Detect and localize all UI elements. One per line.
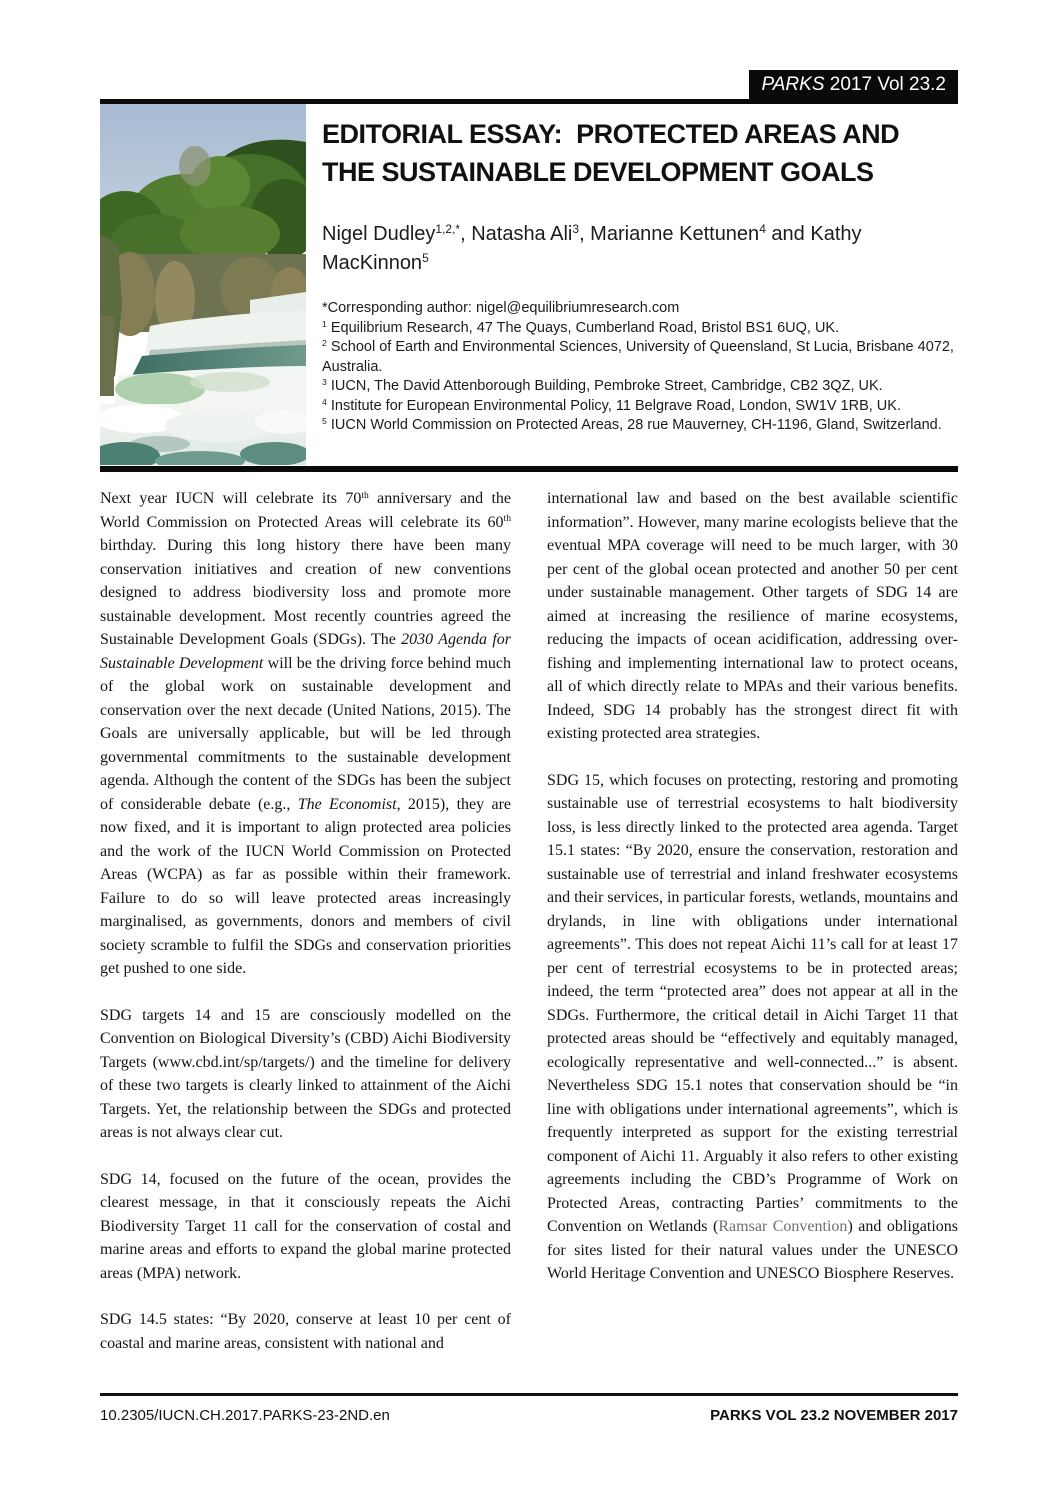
paragraph: SDG 14.5 states: “By 2020, conserve at least 10 per cent of coastal and marine areas, consistent with national and — [100, 1311, 511, 1352]
affiliation-4: $^4$ Institute for European Environmental Policy, 11 Belgrave Road, London, SW1V 1RB, UK. — [322, 396, 901, 414]
footer-rule — [100, 1393, 958, 1396]
article-title: EDITORIAL ESSAY: PROTECTED AREAS AND THE SUSTAINABLE DEVELOPMENT GOALS — [322, 119, 907, 187]
affiliations-block — [322, 299, 958, 436]
ramsar-convention-link[interactable]: Ramsar Convention — [718, 1218, 848, 1235]
affiliation-5: $^5$ IUCN World Commission on Protected Areas, 28 rue Mauverney, CH-1196, Gland, Switzerland. — [322, 416, 942, 433]
corresponding-author-line: *Corresponding author: nigel@equilibriumresearch.com — [322, 300, 680, 316]
paragraph: SDG 14, focused on the future of the ocean, provides the clearest message, in that it consciously repeats the Aichi Biodiversity Target 11 call for the conservation of costal and marine areas and efforts to expand the global marine protected areas (MPA) network. — [100, 1170, 511, 1282]
affiliation-3: $^3$ IUCN, The David Attenborough Building, Pembroke Street, Cambridge, CB2 3QZ, UK. — [322, 377, 883, 394]
corresponding-author-email[interactable]: nigel@equilibriumresearch.com — [475, 300, 680, 316]
paragraph: Next year IUCN will celebrate its 70th anniversary and the World Commission on Protected Areas will celebrate its 60th birthday. During this long history there have been many conservation initiatives and creation of new conventions designed to address biodiversity loss and promote more sustainable development. Most recently countries agreed the Sustainable Development Goals (SDGs). The 2030 Agenda for Sustainable Development will be the driving force behind much of the global work on sustainable development and conservation over the next decade (United Nations, 2015). The Goals are universally applicable, but will be led through governmental commitments to the sustainable development agenda. Although the content of the SDGs has been the subject of considerable debate (e.g., The Economist, 2015), they are now fixed, and it is important to align protected area policies and the work of the IUCN World Commission on Protected Areas (WCPA) as far as possible within their framework. Failure to do so will leave protected areas increasingly marginalised, as governments, donors and members of civil society scramble to fulfil the SDGs and conservation priorities get pushed to one side. — [100, 489, 512, 977]
affiliation-2: $^2$ School of Earth and Environmental Sciences, University of Queensland, St Lucia, Brisbane 4072, Australia. — [322, 338, 954, 375]
journal-issue-badge: PARKS 2017 Vol 23.2 — [749, 70, 958, 100]
waterfall-photo-art — [100, 104, 306, 465]
cbd-targets-link[interactable]: www.cbd.int/sp/targets/ — [157, 1053, 310, 1071]
affiliation-1: $^1$ Equilibrium Research, 47 The Quays, Cumberland Road, Bristol BS1 6UQ, UK. — [322, 318, 840, 336]
section-divider-rule — [100, 466, 958, 472]
header — [100, 104, 958, 465]
left-column — [100, 487, 511, 1378]
article-body — [100, 487, 958, 1378]
doi-text: 10.2305/IUCN.CH.2017.PARKS-23-2ND.en — [100, 1407, 390, 1424]
footer — [100, 1407, 958, 1424]
paragraph: SDG targets 14 and 15 are consciously modelled on the Convention on Biological Diversity’s (CBD) Aichi Biodiversity Targets (www.cbd.int/sp/targets/) and the timeline for delivery of these two targets is clearly linked to attainment of the Aichi Targets. Yet, the relationship between the SDGs and protected areas is not always clear cut. — [100, 1006, 512, 1141]
header-text-block — [322, 104, 958, 465]
waterfall-photo — [100, 104, 306, 465]
author-line: Nigel Dudley$^{1,2,*}$, Natasha Ali$^3$, Marianne Kettunen$^4$ and Kathy MacKinnon$^5$ — [322, 222, 862, 274]
paragraph: SDG 15, which focuses on protecting, restoring and promoting sustainable use of terrestrial ecosystems to halt biodiversity loss, is less directly linked to the protected area agenda. Target 15.1 states: “By 2020, ensure the conservation, restoration and sustainable use of terrestrial and inland freshwater ecosystems and their services, in particular forests, wetlands, mountains and drylands, in line with obligations under international agreements”. This does not repeat Aichi 11’s call for at least 17 per cent of terrestrial ecosystems to be in protected areas; indeed, the term “protected area” does not appear at all in the SDGs. Furthermore, the critical detail in Aichi Target 11 that protected areas should be “effectively and equitably managed, ecologically representative and well-connected...” is absent. Nevertheless SDG 15.1 notes that conservation should be “in line with obligations under international agreements”, which is frequently interpreted as support for the existing terrestrial component of Aichi 11. Arguably it also refers to other existing agreements including the CBD’s Programme of Work on Protected Areas, contracting Parties’ commitments to the Convention on Wetlands (Ramsar Convention) and obligations for sites listed for their natural values under the UNESCO World Heritage Convention and UNESCO Biosphere Reserves. — [547, 771, 958, 1282]
right-column — [547, 487, 958, 1378]
footer-issue-text: PARKS VOL 23.2 NOVEMBER 2017 — [710, 1407, 958, 1424]
paragraph: international law and based on the best available scientific information”. However, many marine ecologists believe that the eventual MPA coverage will need to be much larger, with 30 per cent of the global ocean protected and another 50 per cent under sustainable management. Other targets of SDG 14 are aimed at increasing the resilience of marine ecosystems, reducing the impacts of ocean acidification, addressing over-fishing and implementing international law to protect oceans, all of which directly relate to MPAs and their various benefits. Indeed, SDG 14 probably has the strongest direct fit with existing protected area strategies. — [547, 490, 958, 742]
